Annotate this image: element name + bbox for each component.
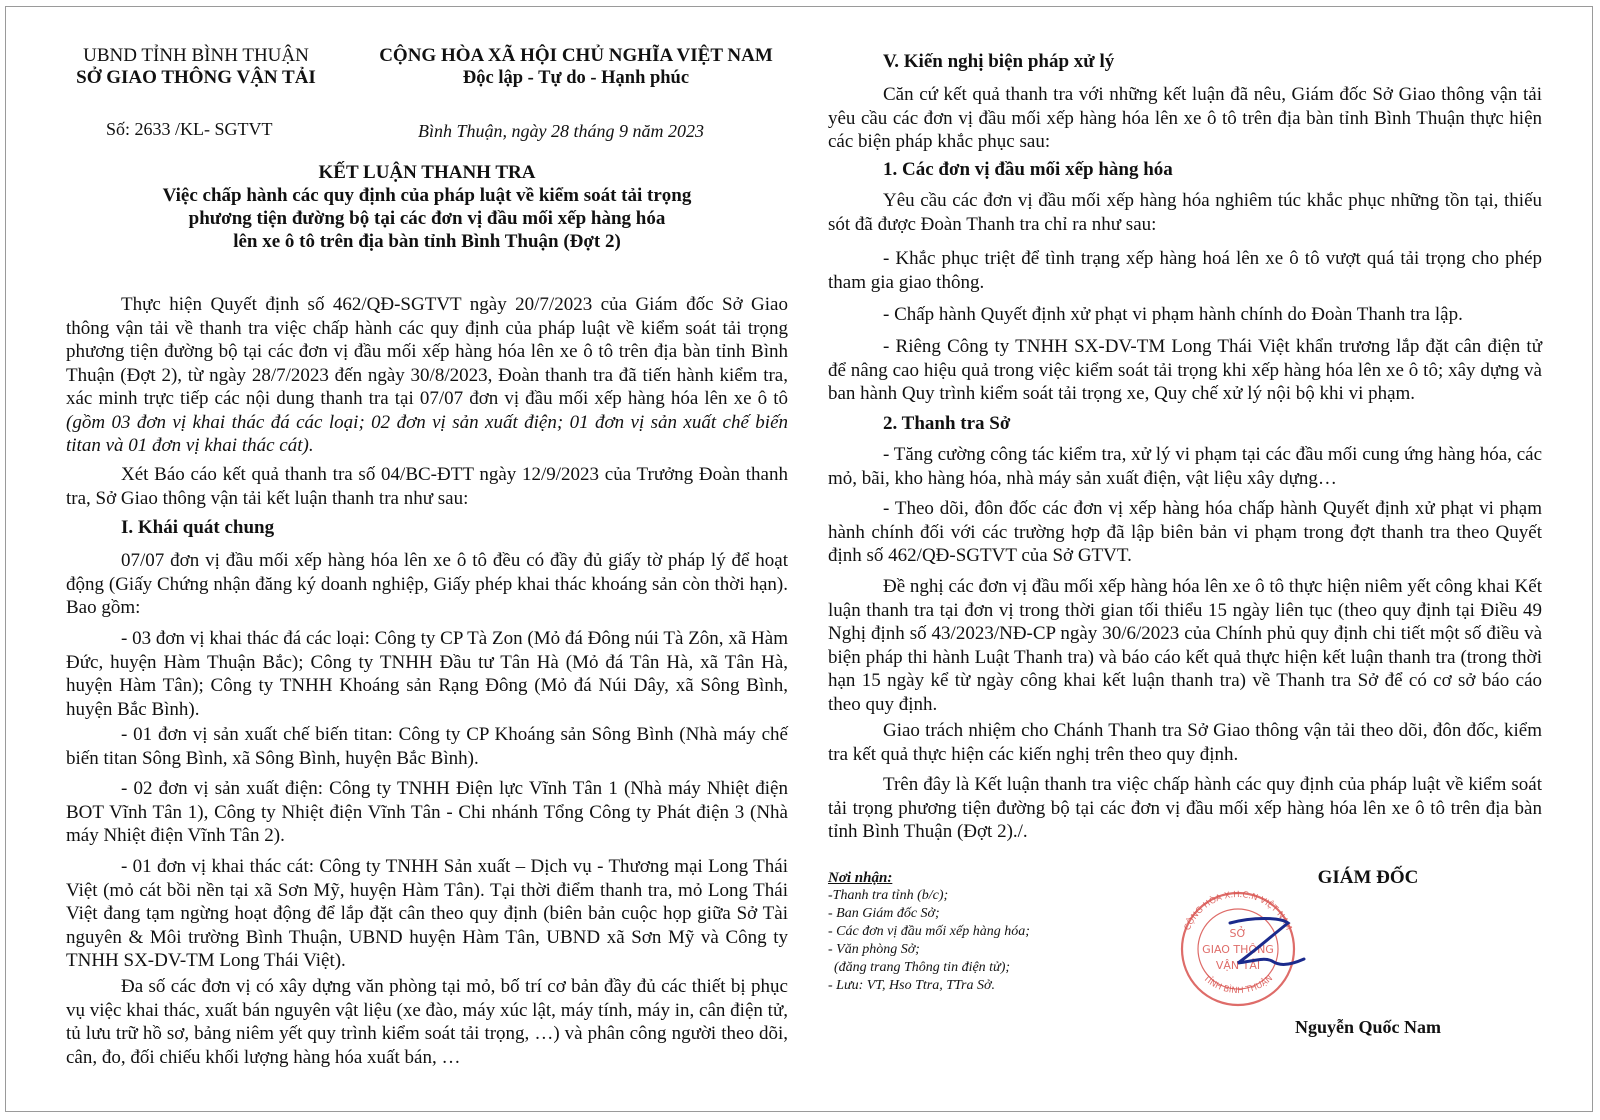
- recipient-item: (đăng trang Thông tin điện tử);: [834, 960, 1011, 975]
- paragraph-titan-unit: - 01 đơn vị sản xuất chế biến titan: Công ty CP Khoáng sản Sông Bình (Nhà máy chế biến titan Sông Bình, xã Sông Bình, huyện Bắc Bình).: [66, 724, 788, 769]
- section-heading-5: V. Kiến nghị biện pháp xử lý: [883, 51, 1115, 72]
- document-frame: [5, 6, 1593, 1112]
- paragraph-closing: Trên đây là Kết luận thanh tra việc chấp hành các quy định của pháp luật về kiểm soát tải trọng phương tiện đường bộ tại các đơn vị đầu mối xếp hàng hóa lên xe ô tô trên địa bàn tỉnh Bình Thuận (Đợt 2)./.: [828, 774, 1542, 842]
- section-heading-1: I. Khái quát chung: [121, 517, 275, 538]
- seal-line-1: SỞ: [1229, 927, 1247, 940]
- paragraph-publicize: Đề nghị các đơn vị đầu mối xếp hàng hóa lên xe ô tô thực hiện niêm yết công khai Kết luận thanh tra tại đơn vị trong thời gian tối thiểu 15 ngày liên tục (theo quy định tại Điều 49 Nghị định số 43/2023/NĐ-CP ngày 30/6/2023 của Chính phủ quy định chi tiết một số điều và biện pháp thi hành Luật Thanh tra) và báo cáo kết quả thực hiện kết luận thanh tra (trong thời hạn 15 ngày kể từ ngày công khai kết luận thanh tra) về Thanh tra Sở để có cơ sở báo cáo theo quy định.: [828, 576, 1542, 715]
- seal-line-3: VẬN TẢI: [1215, 959, 1261, 972]
- paragraph-recommendation: Căn cứ kết quả thanh tra với những kết luận đã nêu, Giám đốc Sở Giao thông vận tải yêu cầu các đơn vị đầu mối xếp hàng hóa lên xe ô tô trên địa bàn tỉnh Bình Thuận thực hiện các biện pháp khắc phục sau:: [828, 84, 1542, 152]
- authority-line-2: SỞ GIAO THÔNG VẬN TẢI: [76, 67, 316, 88]
- recipients-label: Nơi nhận:: [828, 870, 893, 886]
- paragraph-penalty: - Chấp hành Quyết định xử phạt vi phạm hành chính do Đoàn Thanh tra lập.: [883, 304, 1463, 325]
- intro-italic-text: (gồm 03 đơn vị khai thác đá các loại; 02 đơn vị sản xuất điện; 01 đơn vị sản xuất chế biến titan và 01 đơn vị khai thác cát).: [66, 411, 788, 456]
- paragraph-monitor: - Theo dõi, đôn đốc các đơn vị xếp hàng hóa chấp hành Quyết định xử phạt vi phạm hành chính đối với các trường hợp đã lập biên bản vi phạm trong đợt thanh tra theo Quyết định số 462/QĐ-SGTVT của Sở GTVT.: [828, 498, 1542, 566]
- seal-top-text: CỘNG HÒA X.H.C.N VIỆT NAM: [1182, 889, 1294, 933]
- national-motto: Độc lập - Tự do - Hạnh phúc: [462, 68, 690, 88]
- recipient-item: - Các đơn vị đầu mối xếp hàng hóa;: [828, 924, 1030, 939]
- paragraph-power-units: - 02 đơn vị sản xuất điện: Công ty TNHH Điện lực Vĩnh Tân 1 (Nhà máy Nhiệt điện BOT Vĩnh Tân 1), Công ty Nhiệt điện Vĩnh Tân - Chi nhánh Tổng Công ty Phát điện 3 (Nhà máy Nhiệt điện Vĩnh Tân 2).: [66, 778, 788, 846]
- document-number: Số: 2633 /KL- SGTVT: [106, 119, 273, 139]
- recipients-block: [828, 869, 1088, 995]
- svg-text:CỘNG HÒA X.H.C.N VIỆT NAM: [1183, 890, 1293, 932]
- intro-text: Thực hiện Quyết định số 462/QĐ-SGTVT ngày 20/7/2023 của Giám đốc Sở Giao thông vận tải về thanh tra việc chấp hành các quy định của pháp luật về kiểm soát tải trọng phương tiện đường bộ tại các đơn vị đầu mối xếp hàng hóa lên xe ô tô trên địa bàn tỉnh Bình Thuận (Đợt 2), từ ngày 28/7/2023 đến ngày 30/8/2023, Đoàn thanh tra đã tiến hành kiểm tra, xác minh trực tiếp các nội dung thanh tra tại 07/07 đơn vị đầu mối xếp hàng hóa lên xe ô tô: [66, 294, 788, 409]
- paragraph-scale-install: - Riêng Công ty TNHH SX-DV-TM Long Thái Việt khẩn trương lắp đặt cân điện tử để nâng cao hiệu quả trong việc kiểm soát tải trọng khi xếp hàng hóa lên xe ô tô; xây dựng và ban hành Quy trình kiểm soát tải trọng xe, Quy chế xử lý nội bộ khi vi phạm.: [828, 336, 1542, 404]
- paragraph-intro: [66, 293, 788, 458]
- recipient-item: - Lưu: VT, Hso Ttra, TTra Sở.: [828, 978, 995, 993]
- paragraph-strengthen: - Tăng cường công tác kiểm tra, xử lý vi phạm tại các đầu mối cung ứng hàng hóa, các mỏ, bãi, kho hàng hóa, nhà máy sản xuất điện, vật liệu xây dựng…: [828, 444, 1542, 489]
- official-seal-icon: [1168, 887, 1308, 1007]
- subheading-units: 1. Các đơn vị đầu mối xếp hàng hóa: [883, 159, 1173, 180]
- recipient-item: -Thanh tra tỉnh (b/c);: [828, 888, 949, 903]
- paragraph-offices: Đa số các đơn vị có xây dựng văn phòng tại mỏ, bố trí cơ bản đầy đủ các thiết bị phục vụ việc khai thác, xuất bán nguyên vật liệu (xe đào, máy xúc lật, máy tính, máy in, cân điện tử, tủ lưu trữ hồ sơ, bảng niêm yết quy trình kiểm soát tải trọng, …) và phân công người theo dõi, cân, đo, đối chiếu khối lượng hàng hóa xuất bán, …: [66, 976, 788, 1068]
- paragraph-overview: 07/07 đơn vị đầu mối xếp hàng hóa lên xe ô tô đều có đầy đủ giấy tờ pháp lý để hoạt động (Giấy Chứng nhận đăng ký doanh nghiệp, Giấy phép khai thác khoáng sản còn thời hạn). Bao gồm:: [66, 550, 788, 618]
- paragraph-report: Xét Báo cáo kết quả thanh tra số 04/BC-ĐTT ngày 12/9/2023 của Trưởng Đoàn thanh tra, Sở Giao thông vận tải kết luận thanh tra như sau:: [66, 464, 788, 509]
- signer-name: Nguyễn Quốc Nam: [1294, 1017, 1441, 1037]
- recipient-item: - Ban Giám đốc Sở;: [828, 906, 940, 921]
- recipient-item: - Văn phòng Sở;: [828, 942, 920, 957]
- paragraph-stone-units: - 03 đơn vị khai thác đá các loại: Công ty CP Tà Zon (Mỏ đá Đông núi Tà Zôn, xã Hàm Đức, huyện Hàm Thuận Bắc); Công ty TNHH Đầu tư Tân Hà (Mỏ đá Tân Hà, xã Tân Hà, huyện Hàm Tân); Công ty TNHH Khoáng sản Rạng Đông (Mỏ đá Núi Dây, xã Sông Bình, huyện Bắc Bình).: [66, 628, 788, 720]
- signer-title: GIÁM ĐỐC: [1317, 867, 1419, 888]
- issuing-authority: [66, 45, 326, 89]
- seal-line-2: GIAO THÔNG: [1202, 943, 1274, 956]
- subheading-inspectorate: 2. Thanh tra Sở: [883, 413, 1011, 434]
- authority-line-1: UBND TỈNH BÌNH THUẬN: [83, 45, 309, 66]
- paragraph-sand-unit: - 01 đơn vị khai thác cát: Công ty TNHH Sản xuất – Dịch vụ - Thương mại Long Thái Việt (mỏ cát bồi nền tại xã Sơn Mỹ, huyện Hàm Tân). Tại thời điểm thanh tra, mỏ Long Thái Việt đang tạm ngừng hoạt động để lắp đặt cân theo quy định (biên bản cuộc họp giữa Sở Tài nguyên & Môi trường Bình Thuận, UBND huyện Hàm Tân, UBND xã Sơn Mỹ và Công ty TNHH SX-DV-TM Long Thái Việt).: [66, 856, 788, 971]
- paragraph-assignment: Giao trách nhiệm cho Chánh Thanh tra Sở Giao thông vận tải theo dõi, đôn đốc, kiểm tra kết quả thực hiện các kiến nghị trên theo quy định.: [828, 720, 1542, 765]
- paragraph-requirement: Yêu cầu các đơn vị đầu mối xếp hàng hóa nghiêm túc khắc phục những tồn tại, thiếu sót đã được Đoàn Thanh tra chỉ ra như sau:: [828, 190, 1542, 235]
- nation-name: CỘNG HÒA XÃ HỘI CHỦ NGHĨA VIỆT NAM: [379, 45, 773, 66]
- seal-bottom-text: TỈNH BÌNH THUẬN: [1201, 973, 1275, 997]
- paragraph-overload: - Khắc phục triệt để tình trạng xếp hàng hoá lên xe ô tô vượt quá tải trọng cho phép tham gia giao thông.: [828, 248, 1542, 293]
- title-line-4: lên xe ô tô trên địa bàn tỉnh Bình Thuận (Đợt 2): [233, 231, 621, 252]
- document-title: [66, 161, 788, 253]
- svg-text:TỈNH BÌNH THUẬN: [1200, 973, 1275, 996]
- document-date: Bình Thuận, ngày 28 tháng 9 năm 2023: [418, 121, 704, 141]
- title-line-3: phương tiện đường bộ tại các đơn vị đầu mối xếp hàng hóa: [188, 208, 666, 229]
- title-line-1: KẾT LUẬN THANH TRA: [318, 162, 536, 183]
- national-heading: [356, 45, 796, 89]
- title-line-2: Việc chấp hành các quy định của pháp luật về kiểm soát tải trọng: [162, 185, 692, 206]
